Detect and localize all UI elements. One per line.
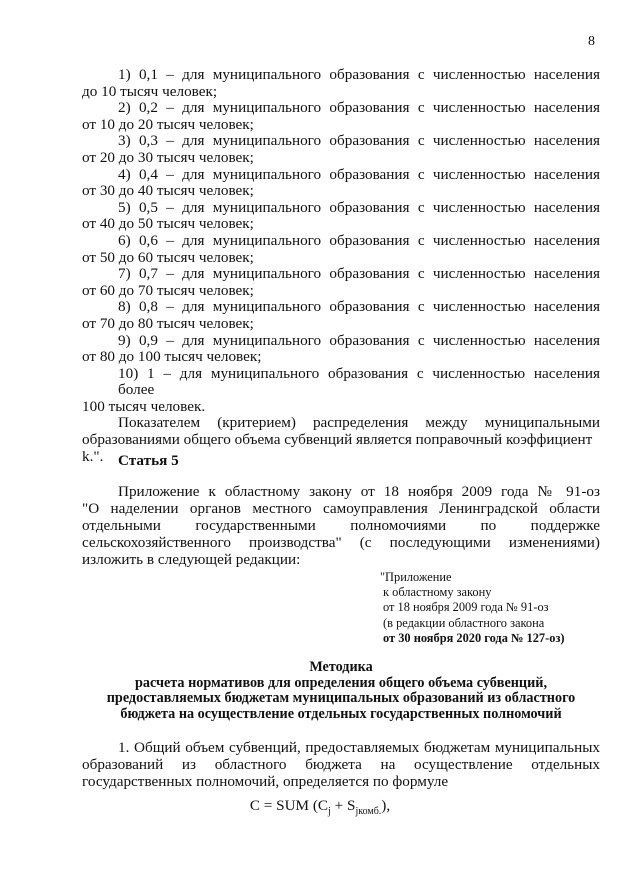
- list-item: [82, 100, 600, 133]
- appendix-line: от 30 ноября 2020 года № 127-оз): [383, 630, 565, 645]
- list-item-line: от 70 до 80 тысяч человек;: [82, 314, 254, 332]
- article-line: изложить в следующей редакции:: [82, 551, 301, 568]
- list-item: [82, 333, 600, 366]
- methodology-subtitle-line: расчета нормативов для определения общего объема субвенций,: [134, 674, 548, 691]
- list-item-line: 4) 0,4 – для муниципального образования с численностью населения: [118, 165, 600, 183]
- list-item-line: от 60 до 70 тысяч человек;: [82, 281, 254, 299]
- appendix-line: "Приложение: [380, 570, 452, 584]
- article-paragraph: [82, 483, 600, 568]
- list-item-line: 1) 0,1 – для муниципального образования с численностью населения: [118, 66, 600, 83]
- methodology-line: 1. Общий объем субвенций, предоставляемых бюджетам муниципальных: [118, 739, 600, 756]
- formula: [0, 797, 640, 817]
- methodology-subtitle-line: бюджета на осуществление отдельных государственных полномочий: [120, 705, 562, 722]
- article-line: "О наделении органов местного самоуправления Ленинградской области: [82, 500, 600, 517]
- list-item-line: 8) 0,8 – для муниципального образования с численностью населения: [118, 298, 600, 316]
- list-item-line: от 40 до 50 тысяч человек;: [82, 215, 254, 233]
- list-item-line: от 20 до 30 тысяч человек;: [82, 148, 254, 166]
- list-item-line: от 80 до 100 тысяч человек;: [82, 348, 262, 366]
- list-item-line: 100 тысяч человек.: [82, 397, 206, 415]
- list-item: [82, 133, 600, 166]
- formula-subscript: j: [328, 806, 331, 818]
- appendix-block: [380, 570, 565, 646]
- appendix-line: к областному закону: [383, 585, 492, 600]
- list-item-line: от 50 до 60 тысяч человек;: [82, 248, 254, 266]
- coefficient-list: [82, 67, 600, 465]
- list-item: [82, 67, 600, 100]
- methodology-paragraph: [82, 739, 600, 790]
- appendix-line: (в редакции областного закона: [383, 615, 545, 630]
- article-line: сельскохозяйственного производства" (с последующими изменениями): [82, 534, 600, 551]
- list-item: [82, 299, 600, 332]
- formula-subscript: jкомб.: [355, 806, 382, 818]
- list-item-line: 9) 0,9 – для муниципального образования с численностью населения: [118, 331, 600, 349]
- list-item-line: 2) 0,2 – для муниципального образования с численностью населения: [118, 99, 600, 117]
- methodology-title-block: [82, 660, 600, 722]
- list-item-line: 10) 1 – для муниципального образования с численностью населения более: [118, 364, 600, 399]
- article-line: Приложение к областному закону от 18 ноября 2009 года № 91-оз: [118, 483, 600, 500]
- list-item-line: от 30 до 40 тысяч человек;: [82, 182, 254, 200]
- formula-part: + S: [330, 797, 356, 814]
- methodology-subtitle-line: предоставляемых бюджетам муниципальных образований из областного: [106, 690, 576, 707]
- page-number: 8: [588, 34, 595, 49]
- list-item-line: от 10 до 20 тысяч человек;: [82, 115, 254, 133]
- methodology-line: образований из областного бюджета на осуществление отдельных: [82, 756, 600, 773]
- list-item: [82, 266, 600, 299]
- formula-part: C = SUM (C: [249, 797, 329, 814]
- list-item-line: 3) 0,3 – для муниципального образования с численностью населения: [118, 132, 600, 150]
- list-item-line: 7) 0,7 – для муниципального образования с численностью населения: [118, 265, 600, 283]
- list-item: [82, 366, 600, 416]
- list-item-line: 6) 0,6 – для муниципального образования с численностью населения: [118, 231, 600, 249]
- methodology-title: Методика: [309, 659, 373, 675]
- formula-part: ),: [381, 797, 391, 814]
- indicator-line: образованиями общего объема субвенций является поправочный коэффициент k.".: [82, 431, 593, 465]
- indicator-line: Показателем (критерием) распределения между муниципальными: [118, 414, 600, 432]
- appendix-line: от 18 ноября 2009 года № 91-оз: [383, 600, 549, 615]
- article-line: отдельными государственными полномочиями по поддержке: [82, 517, 600, 534]
- methodology-line: государственных полномочий, определяется по формуле: [82, 773, 449, 790]
- list-item: [82, 167, 600, 200]
- list-item-line: до 10 тысяч человек;: [82, 82, 218, 100]
- list-item: [82, 200, 600, 233]
- list-item: [82, 233, 600, 266]
- article-heading: Статья 5: [118, 452, 179, 469]
- list-item-line: 5) 0,5 – для муниципального образования с численностью населения: [118, 198, 600, 216]
